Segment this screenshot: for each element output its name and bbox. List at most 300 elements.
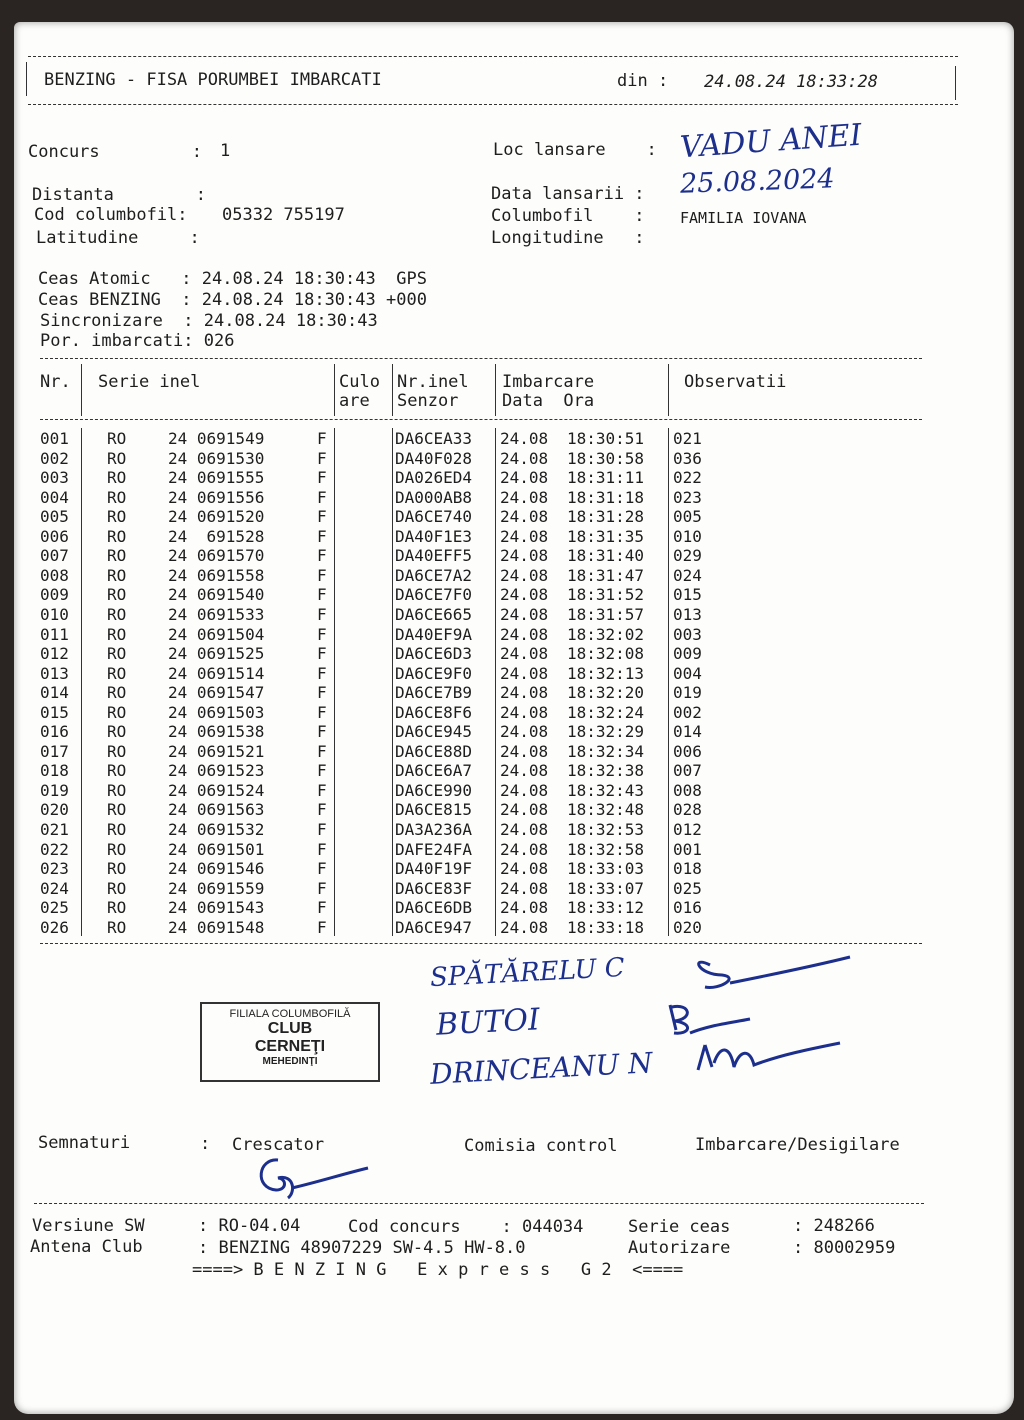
table-row (40, 527, 740, 547)
din-label: din : (617, 71, 669, 91)
table-row (40, 722, 740, 742)
row-observatii: 029 (673, 546, 702, 566)
row-country: RO (107, 644, 127, 664)
row-sensor-id: DA6CE7B9 (395, 683, 473, 703)
header-left-edge (26, 62, 27, 96)
row-time: 18:32:29 (567, 722, 645, 742)
row-ring-series: 24 0691523 (168, 761, 265, 781)
row-sex: F (317, 604, 327, 624)
distanta-label: Distanta : (32, 185, 206, 205)
row-sex: F (317, 898, 327, 918)
row-country: RO (107, 507, 127, 527)
row-number: 014 (40, 683, 69, 703)
table-row (40, 918, 740, 938)
row-observatii: 023 (673, 487, 702, 507)
row-sex: F (317, 917, 327, 937)
row-sensor-id: DA40F1E3 (395, 526, 473, 546)
row-sex: F (317, 546, 327, 566)
handwritten-name-1: SPĂTĂRELU C (429, 952, 626, 994)
row-date: 24.08 (500, 507, 549, 527)
versiune-sw-value: : RO-04.04 (198, 1216, 301, 1236)
col-header-imbarcare-2: Data Ora (502, 391, 595, 411)
serie-ceas-label: Serie ceas (628, 1217, 731, 1237)
table-row (40, 742, 740, 762)
table-top-rule (40, 358, 922, 359)
row-observatii: 024 (673, 565, 702, 585)
row-ring-series: 24 0691547 (168, 683, 265, 703)
row-ring-series: 24 0691570 (168, 546, 265, 566)
row-time: 18:32:24 (567, 702, 645, 722)
row-sex: F (317, 448, 327, 468)
row-number: 021 (40, 820, 69, 839)
row-ring-series: 24 0691558 (168, 565, 265, 585)
row-sex: F (317, 487, 327, 507)
row-sex: F (317, 702, 327, 722)
handwritten-name-2: BUTOI (435, 1002, 541, 1043)
row-number: 018 (40, 761, 69, 781)
row-date: 24.08 (500, 429, 549, 448)
row-country: RO (107, 820, 127, 839)
concurs-value: 1 (220, 141, 231, 161)
ceas-benzing-line: Ceas BENZING : 24.08.24 18:30:43 +000 (38, 290, 427, 310)
row-number: 010 (40, 604, 69, 624)
row-country: RO (107, 839, 127, 859)
row-date: 24.08 (500, 624, 549, 644)
cod-concurs: Cod concurs : 044034 (348, 1217, 584, 1237)
row-sensor-id: DA6CE947 (395, 917, 473, 937)
row-country: RO (107, 448, 127, 468)
row-ring-series: 24 0691504 (168, 624, 265, 644)
row-ring-series: 24 0691543 (168, 898, 265, 918)
table-row (40, 488, 740, 508)
row-number: 016 (40, 722, 69, 742)
table-row (40, 664, 740, 684)
longitudine-label: Longitudine : (491, 228, 645, 248)
row-sex: F (317, 800, 327, 820)
row-ring-series: 24 0691530 (168, 448, 265, 468)
row-date: 24.08 (500, 663, 549, 683)
row-country: RO (107, 761, 127, 781)
semnaturi-label: Semnaturi (38, 1133, 131, 1153)
row-sensor-id: DA6CE665 (395, 604, 473, 624)
row-sensor-id: DA6CE815 (395, 800, 473, 820)
row-country: RO (107, 800, 127, 820)
col-sep-3 (392, 364, 393, 416)
row-number: 015 (40, 702, 69, 722)
row-country: RO (107, 487, 127, 507)
row-number: 012 (40, 644, 69, 664)
row-country: RO (107, 859, 127, 879)
row-ring-series: 24 0691525 (168, 644, 265, 664)
row-country: RO (107, 604, 127, 624)
row-time: 18:33:12 (567, 898, 645, 918)
row-date: 24.08 (500, 585, 549, 605)
table-row (40, 781, 740, 801)
col-header-nr: Nr. (40, 372, 71, 392)
row-observatii: 014 (673, 722, 702, 742)
row-ring-series: 24 0691501 (168, 839, 265, 859)
row-date: 24.08 (500, 604, 549, 624)
row-country: RO (107, 878, 127, 898)
row-ring-series: 24 0691555 (168, 468, 265, 488)
ceas-atomic-line: Ceas Atomic : 24.08.24 18:30:43 GPS (38, 269, 427, 289)
row-time: 18:30:58 (567, 448, 645, 468)
row-time: 18:33:03 (567, 859, 645, 879)
col-sep-2 (334, 364, 335, 416)
antena-club-value: : BENZING 48907229 SW-4.5 HW-8.0 (198, 1238, 526, 1258)
table-row (40, 468, 740, 488)
row-number: 025 (40, 898, 69, 918)
row-number: 006 (40, 526, 69, 546)
row-sex: F (317, 820, 327, 839)
cod-columbofil-value: 05332 755197 (222, 205, 345, 225)
row-observatii: 003 (673, 624, 702, 644)
row-date: 24.08 (500, 878, 549, 898)
row-time: 18:31:28 (567, 507, 645, 527)
document-title: BENZING - FISA PORUMBEI IMBARCATI (44, 70, 382, 90)
row-sensor-id: DA40EFF5 (395, 546, 473, 566)
row-sensor-id: DA6CE7A2 (395, 565, 473, 585)
table-row (40, 840, 740, 860)
antena-club-label: Antena Club (30, 1237, 143, 1257)
row-time: 18:32:43 (567, 780, 645, 800)
row-date: 24.08 (500, 644, 549, 664)
row-observatii: 036 (673, 448, 702, 468)
row-number: 017 (40, 741, 69, 761)
row-sensor-id: DA6CE6D3 (395, 644, 473, 664)
table-row (40, 800, 740, 820)
table-row (40, 703, 740, 723)
stamp-line-1: FILIALA COLUMBOFILĂ (229, 1008, 351, 1020)
benzing-banner: ====> B E N Z I N G E x p r e s s G 2 <==== (192, 1260, 684, 1280)
row-date: 24.08 (500, 761, 549, 781)
sincronizare-line: Sincronizare : 24.08.24 18:30:43 (40, 311, 378, 331)
row-time: 18:32:20 (567, 683, 645, 703)
row-date: 24.08 (500, 526, 549, 546)
data-lansarii-label: Data lansarii : (491, 184, 645, 204)
row-ring-series: 24 0691546 (168, 859, 265, 879)
row-date: 24.08 (500, 468, 549, 488)
row-time: 18:31:52 (567, 585, 645, 605)
row-observatii: 020 (673, 917, 702, 937)
row-observatii: 028 (673, 800, 702, 820)
row-time: 18:31:18 (567, 487, 645, 507)
row-date: 24.08 (500, 917, 549, 937)
row-ring-series: 24 0691540 (168, 585, 265, 605)
table-row (40, 605, 740, 625)
row-country: RO (107, 741, 127, 761)
row-country: RO (107, 702, 127, 722)
row-sensor-id: DA6CE990 (395, 780, 473, 800)
row-sex: F (317, 507, 327, 527)
row-time: 18:31:47 (567, 565, 645, 585)
row-observatii: 021 (673, 429, 702, 448)
row-sex: F (317, 429, 327, 448)
row-sensor-id: DA40EF9A (395, 624, 473, 644)
row-sex: F (317, 722, 327, 742)
row-number: 003 (40, 468, 69, 488)
row-sensor-id: DA026ED4 (395, 468, 473, 488)
row-time: 18:30:51 (567, 429, 645, 448)
data-lansarii-value: 25.08.2024 (679, 163, 836, 200)
row-country: RO (107, 917, 127, 937)
row-sensor-id: DA6CE7F0 (395, 585, 473, 605)
row-observatii: 008 (673, 780, 702, 800)
autorizare-value: : 80002959 (793, 1238, 896, 1258)
row-country: RO (107, 468, 127, 488)
row-sensor-id: DA000AB8 (395, 487, 473, 507)
handwritten-signatures (650, 945, 870, 1095)
row-sex: F (317, 741, 327, 761)
row-observatii: 007 (673, 761, 702, 781)
row-time: 18:31:40 (567, 546, 645, 566)
row-country: RO (107, 780, 127, 800)
crescator-signature (248, 1148, 378, 1208)
row-sex: F (317, 565, 327, 585)
comisia-control-label: Comisia control (464, 1136, 618, 1156)
row-sex: F (317, 585, 327, 605)
row-sensor-id: DA6CEA33 (395, 429, 473, 448)
row-number: 024 (40, 878, 69, 898)
row-observatii: 019 (673, 683, 702, 703)
row-country: RO (107, 526, 127, 546)
row-date: 24.08 (500, 702, 549, 722)
row-time: 18:31:57 (567, 604, 645, 624)
row-sex: F (317, 780, 327, 800)
table-row (40, 585, 740, 605)
row-number: 002 (40, 448, 69, 468)
row-time: 18:32:13 (567, 663, 645, 683)
row-date: 24.08 (500, 820, 549, 839)
row-number: 026 (40, 917, 69, 937)
serie-ceas-value: : 248266 (793, 1216, 875, 1236)
row-date: 24.08 (500, 487, 549, 507)
row-number: 001 (40, 429, 69, 448)
row-sex: F (317, 878, 327, 898)
row-time: 18:32:08 (567, 644, 645, 664)
row-ring-series: 24 0691520 (168, 507, 265, 527)
row-ring-series: 24 0691556 (168, 487, 265, 507)
row-sensor-id: DA40F028 (395, 448, 473, 468)
row-sex: F (317, 683, 327, 703)
latitudine-label: Latitudine : (36, 228, 200, 248)
cod-columbofil-label: Cod columbofil: (34, 205, 188, 225)
row-sensor-id: DA6CE6A7 (395, 761, 473, 781)
row-number: 011 (40, 624, 69, 644)
row-observatii: 022 (673, 468, 702, 488)
table-row (40, 566, 740, 586)
row-sensor-id: DA6CE8F6 (395, 702, 473, 722)
row-ring-series: 24 0691549 (168, 429, 265, 448)
row-sensor-id: DAFE24FA (395, 839, 473, 859)
footer-top-rule (34, 1203, 924, 1204)
porumbei-imbarcati-line: Por. imbarcati: 026 (40, 331, 235, 351)
row-country: RO (107, 624, 127, 644)
col-header-culoare-2: are (339, 391, 370, 411)
table-bottom-rule (40, 943, 922, 944)
club-stamp (200, 1002, 380, 1082)
table-row (40, 820, 740, 840)
col-header-observatii: Observatii (684, 372, 787, 392)
row-sensor-id: DA6CE6DB (395, 898, 473, 918)
row-sex: F (317, 859, 327, 879)
table-row (40, 546, 740, 566)
row-observatii: 018 (673, 859, 702, 879)
row-observatii: 012 (673, 820, 702, 839)
row-number: 020 (40, 800, 69, 820)
row-number: 013 (40, 663, 69, 683)
row-observatii: 009 (673, 644, 702, 664)
row-time: 18:32:38 (567, 761, 645, 781)
table-row (40, 507, 740, 527)
row-sensor-id: DA6CE945 (395, 722, 473, 742)
row-date: 24.08 (500, 859, 549, 879)
table-row (40, 761, 740, 781)
loc-lansare-value: VADU ANEI (679, 117, 863, 166)
row-ring-series: 24 0691559 (168, 878, 265, 898)
table-row (40, 898, 740, 918)
semnaturi-colon: : (200, 1134, 211, 1154)
columbofil-label: Columbofil : (491, 206, 645, 226)
row-sex: F (317, 526, 327, 546)
row-date: 24.08 (500, 800, 549, 820)
row-observatii: 010 (673, 526, 702, 546)
row-sex: F (317, 624, 327, 644)
row-ring-series: 24 691528 (168, 526, 265, 546)
row-country: RO (107, 429, 127, 448)
row-observatii: 006 (673, 741, 702, 761)
row-sex: F (317, 761, 327, 781)
row-date: 24.08 (500, 448, 549, 468)
row-sex: F (317, 839, 327, 859)
row-time: 18:33:18 (567, 917, 645, 937)
row-country: RO (107, 663, 127, 683)
row-ring-series: 24 0691524 (168, 780, 265, 800)
row-sex: F (317, 663, 327, 683)
row-ring-series: 24 0691563 (168, 800, 265, 820)
row-number: 022 (40, 839, 69, 859)
row-observatii: 013 (673, 604, 702, 624)
row-ring-series: 24 0691514 (168, 663, 265, 683)
row-time: 18:33:07 (567, 878, 645, 898)
row-time: 18:32:48 (567, 800, 645, 820)
col-sep-4 (495, 364, 496, 416)
columbofil-value: FAMILIA IOVANA (680, 209, 807, 227)
table-row (40, 429, 740, 449)
row-date: 24.08 (500, 780, 549, 800)
row-country: RO (107, 722, 127, 742)
row-time: 18:32:53 (567, 820, 645, 839)
row-time: 18:31:11 (567, 468, 645, 488)
row-ring-series: 24 0691548 (168, 917, 265, 937)
autorizare-label: Autorizare (628, 1238, 731, 1258)
col-sep-5 (668, 364, 669, 416)
row-number: 023 (40, 859, 69, 879)
table-row (40, 859, 740, 879)
row-observatii: 025 (673, 878, 702, 898)
row-date: 24.08 (500, 546, 549, 566)
row-number: 007 (40, 546, 69, 566)
col-header-imbarcare-1: Imbarcare (502, 372, 595, 392)
table-row (40, 683, 740, 703)
table-row (40, 449, 740, 469)
header-bottom-rule (28, 104, 958, 105)
col-header-culoare-1: Culo (339, 372, 380, 392)
row-ring-series: 24 0691521 (168, 741, 265, 761)
row-number: 019 (40, 780, 69, 800)
row-observatii: 002 (673, 702, 702, 722)
stamp-line-4: MEHEDINŢI (262, 1056, 318, 1067)
concurs-label: Concurs : (28, 142, 202, 162)
row-country: RO (107, 565, 127, 585)
versiune-sw-label: Versiune SW (32, 1216, 145, 1236)
row-ring-series: 24 0691503 (168, 702, 265, 722)
row-observatii: 015 (673, 585, 702, 605)
row-date: 24.08 (500, 898, 549, 918)
row-number: 005 (40, 507, 69, 527)
col-header-nrinel-1: Nr.inel (397, 372, 469, 392)
row-sex: F (317, 644, 327, 664)
row-country: RO (107, 585, 127, 605)
row-time: 18:32:02 (567, 624, 645, 644)
loc-lansare-label: Loc lansare : (493, 140, 657, 160)
row-country: RO (107, 683, 127, 703)
table-row (40, 625, 740, 645)
row-observatii: 004 (673, 663, 702, 683)
print-timestamp: 24.08.24 18:33:28 (704, 72, 878, 92)
header-top-rule (28, 56, 958, 57)
row-sex: F (317, 468, 327, 488)
row-country: RO (107, 898, 127, 918)
row-number: 008 (40, 565, 69, 585)
row-sensor-id: DA6CE83F (395, 878, 473, 898)
row-ring-series: 24 0691538 (168, 722, 265, 742)
row-observatii: 001 (673, 839, 702, 859)
row-time: 18:32:58 (567, 839, 645, 859)
imbarcare-desigilare-label: Imbarcare/Desigilare (695, 1135, 900, 1155)
header-right-edge (955, 66, 956, 100)
row-sensor-id: DA6CE740 (395, 507, 473, 527)
row-date: 24.08 (500, 722, 549, 742)
row-number: 004 (40, 487, 69, 507)
row-observatii: 005 (673, 507, 702, 527)
col-header-nrinel-2: Senzor (397, 391, 459, 411)
row-sensor-id: DA6CE9F0 (395, 663, 473, 683)
row-date: 24.08 (500, 839, 549, 859)
row-country: RO (107, 546, 127, 566)
handwritten-name-3: DRINCEANU N (429, 1046, 654, 1091)
row-date: 24.08 (500, 683, 549, 703)
col-sep-1 (81, 364, 82, 416)
stamp-line-2: CLUB (267, 1020, 313, 1037)
row-observatii: 016 (673, 898, 702, 918)
row-ring-series: 24 0691532 (168, 820, 265, 839)
row-time: 18:32:34 (567, 741, 645, 761)
stamp-line-3: CERNEŢI (254, 1038, 326, 1055)
row-date: 24.08 (500, 741, 549, 761)
col-header-serie-inel: Serie inel (98, 372, 201, 392)
row-sensor-id: DA40F19F (395, 859, 473, 879)
row-sensor-id: DA6CE88D (395, 741, 473, 761)
table-row (40, 879, 740, 899)
crescator-label: Crescator (232, 1135, 325, 1155)
row-ring-series: 24 0691533 (168, 604, 265, 624)
table-header-rule (40, 419, 922, 420)
row-date: 24.08 (500, 565, 549, 585)
row-time: 18:31:35 (567, 526, 645, 546)
table-row (40, 644, 740, 664)
row-sensor-id: DA3A236A (395, 820, 473, 839)
